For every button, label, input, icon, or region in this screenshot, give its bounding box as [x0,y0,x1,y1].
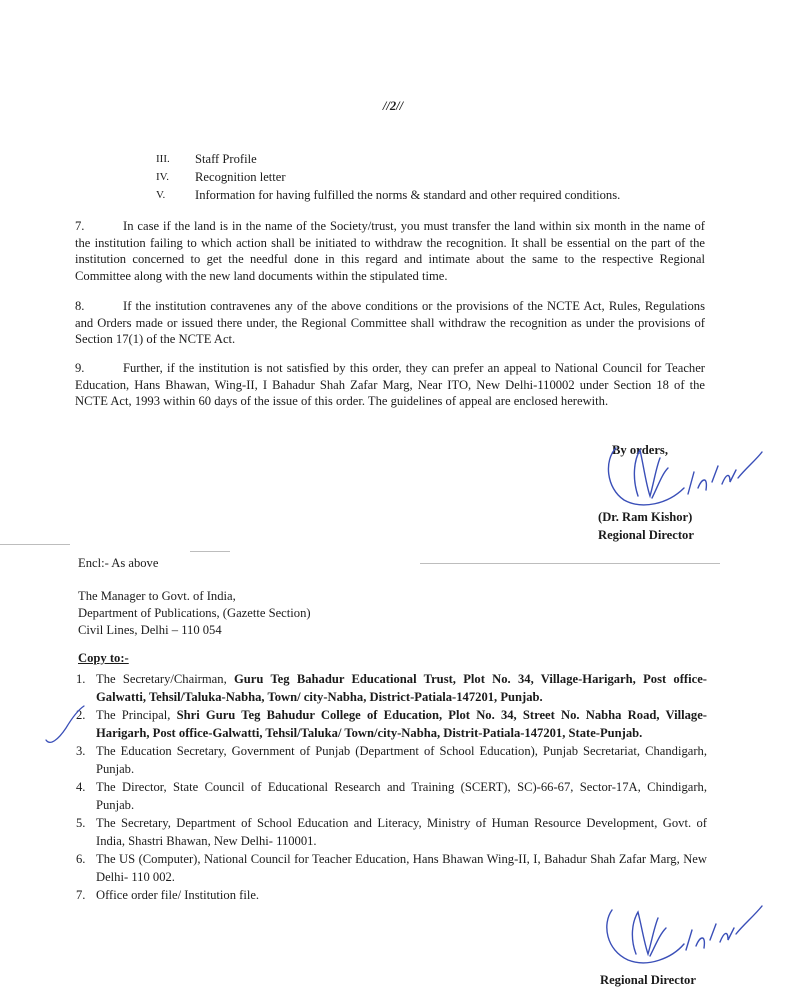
enclosure-note: Encl:- As above [78,556,159,570]
paragraph-8 [75,298,705,348]
list-item-num: 4. [76,780,86,794]
list-item-num: 2. [76,708,86,722]
enclosure-text: Staff Profile [195,152,257,166]
list-item-text: The Education Secretary, Government of Punjab (Department of School Education), Punjab Secretariat, Chandigarh, Punjab. [96,744,707,776]
list-item [76,706,707,742]
divider-line [420,563,720,564]
copy-to-list [76,670,707,904]
paragraph-9 [75,360,705,410]
paragraph-num: 7. [75,219,85,233]
list-item-num: 6. [76,852,86,866]
paragraph-7 [75,218,705,284]
list-item-text: The Secretary, Department of School Education and Literacy, Ministry of Human Resource Development, Govt. of India, Shastri Bhawan, New Delhi- 110001. [96,816,707,848]
enclosure-item [156,168,620,186]
paragraph-text: If the institution contravenes any of the above conditions or the provisions of the NCTE Act, Rules, Regulations and Orders made or issued there under, the Regional Committee shall withdraw the recognition as under the provisions of Section 17(1) of the NCTE Act. [75,299,705,346]
enclosure-text: Recognition letter [195,170,286,184]
list-item [76,670,707,706]
addressee-line: Department of Publications, (Gazette Section) [78,606,311,620]
list-item-bold-text: Shri Guru Teg Bahudur College of Education, Plot No. 34, Street No. Nabha Road, Village-Harigarh, Post office-Galwatti, Tehsil/Taluka/ Town/city-Nabha, Distrit-Patiala-147201, State-Punjab. [96,708,707,740]
signatory-title: Regional Director [598,528,694,542]
page-number: //2// [382,99,404,113]
list-item-text: The Secretary/Chairman, [96,672,234,686]
enclosure-item [156,150,620,168]
footer-director-title: Regional Director [600,973,696,987]
tick-mark-icon [40,700,90,750]
list-item-num: 7. [76,888,86,902]
list-item-num: 5. [76,816,86,830]
by-orders-label: By orders, [612,443,668,457]
list-item [76,814,707,850]
enclosure-num: IV. [156,171,169,183]
paragraph-text: Further, if the institution is not satisfied by this order, they can prefer an appeal to National Council for Teacher Education, Hans Bhawan, Wing-II, I Bahadur Shah Zafar Marg, Near ITO, New Delhi-110002 under Section 18 of the NCTE Act, 1993 within 60 days of the issue of this order. The guidelines of appeal are enclosed herewith. [75,361,705,408]
list-item-text: The US (Computer), National Council for Teacher Education, Hans Bhawan Wing-II, I, Bahadur Shah Zafar Marg, New Delhi- 110 002. [96,852,707,884]
list-item-text: The Director, State Council of Educational Research and Training (SCERT), SC)-66-67, Sector-17A, Chindigarh, Punjab. [96,780,707,812]
paragraph-num: 9. [75,361,85,375]
enclosure-num: III. [156,153,170,165]
paragraph-text: In case if the land is in the name of the Society/trust, you must transfer the land within six month in the name of the institution failing to which action shall be initiated to withdraw the recognition. It shall be essential on the part of the institution concerned to get the needful done in this regard and intimate about the same to the respective Regional Committee along with the new land documents within the stipulated time. [75,219,705,283]
list-item-num: 3. [76,744,86,758]
signatory-name: (Dr. Ram Kishor) [598,510,693,524]
list-item-bold-text: Guru Teg Bahadur Educational Trust, Plot No. 34, Village-Harigarh, Post office-Galwatti, Tehsil/Taluka-Nabha, Town/ city-Nabha, District-Patiala-147201, Punjab. [96,672,707,704]
paragraph-num: 8. [75,299,85,313]
signatory-block [598,508,694,544]
enclosure-item [156,186,620,204]
enclosure-list [156,150,620,204]
divider-line [0,544,70,545]
list-item [76,778,707,814]
list-item-text: Office order file/ Institution file. [96,888,260,902]
list-item-text: The Principal, [96,708,177,722]
enclosure-text: Information for having fulfilled the norms & standard and other required conditions. [195,188,621,202]
addressee-line: The Manager to Govt. of India, [78,589,236,603]
copy-to-heading: Copy to:- [78,651,129,665]
list-item-num: 1. [76,672,86,686]
addressee-block [78,588,311,639]
list-item [76,850,707,886]
divider-line [190,551,230,552]
enclosure-num: V. [156,189,166,201]
list-item [76,742,707,778]
handwritten-signature-2 [598,898,768,978]
addressee-line: Civil Lines, Delhi – 110 054 [78,623,222,637]
